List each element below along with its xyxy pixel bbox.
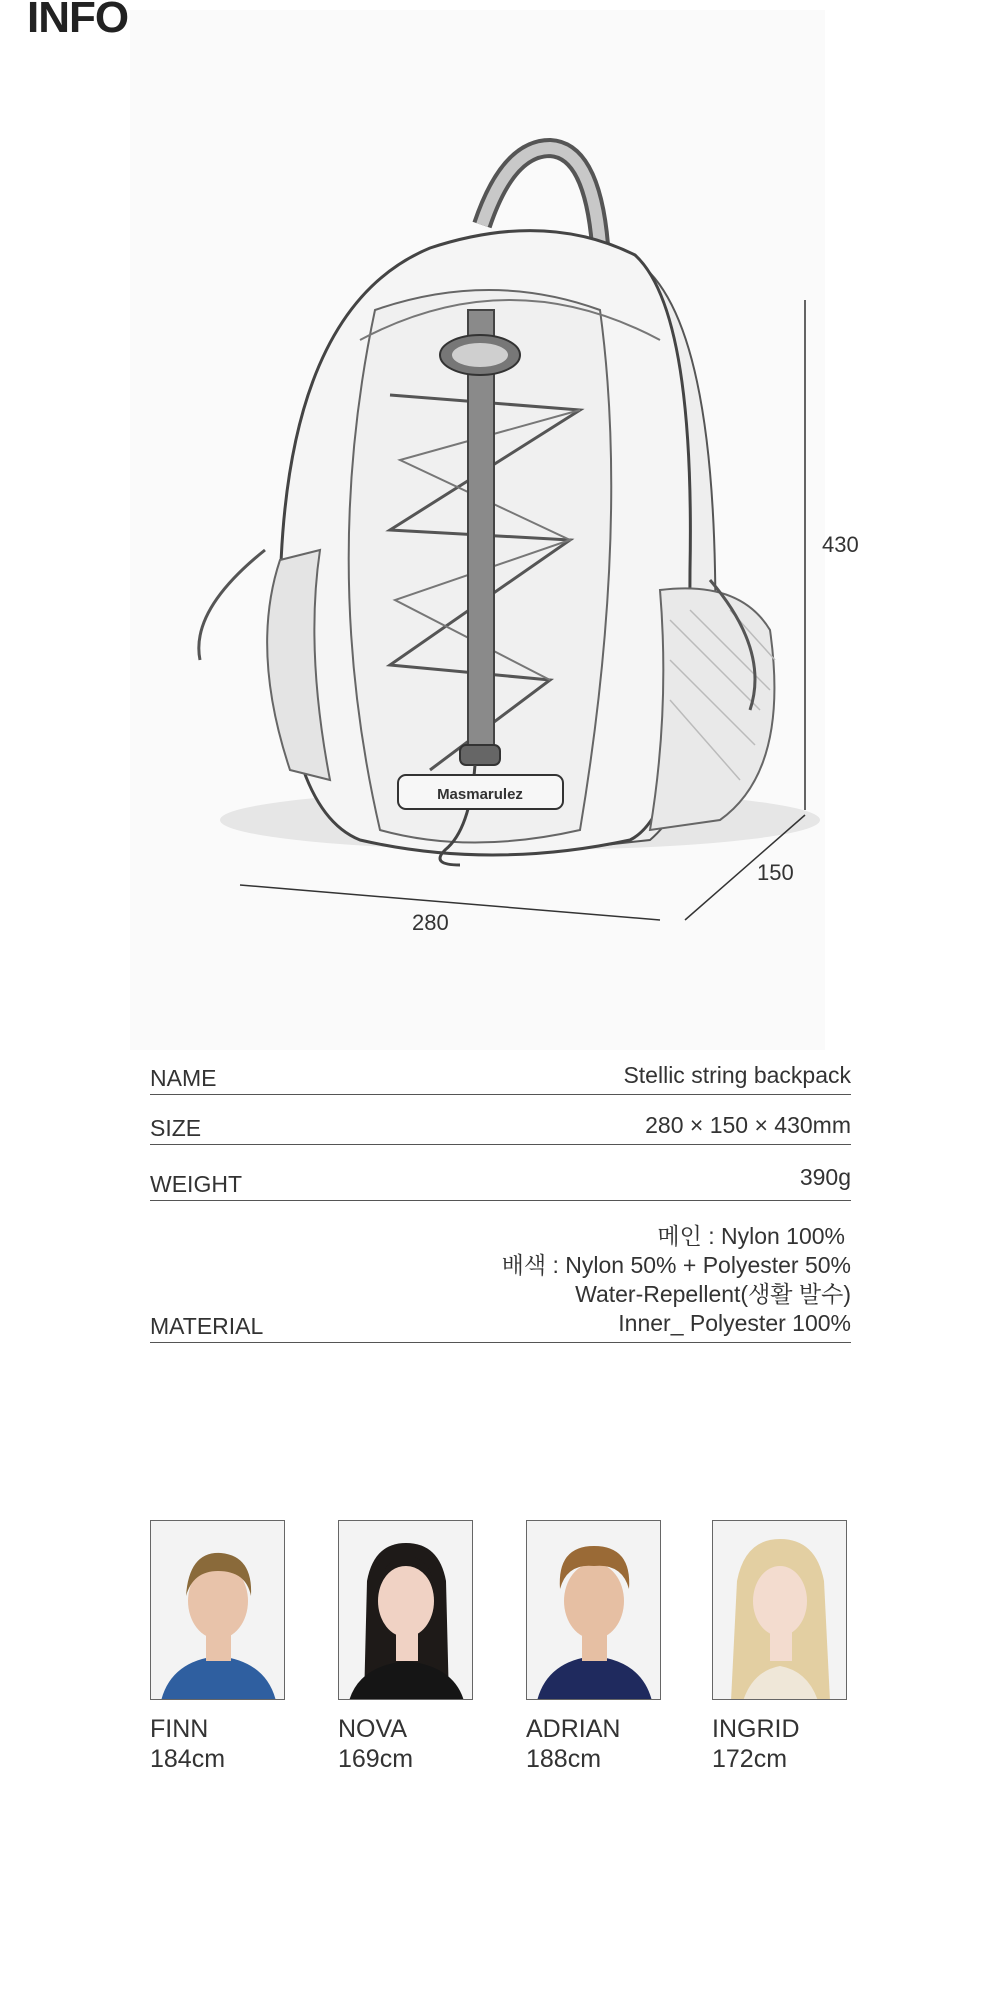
model-name: NOVA: [338, 1715, 407, 1743]
backpack-illustration: [130, 10, 825, 1050]
spec-value: [502, 1222, 851, 1338]
spec-value-line: Stellic string backpack: [623, 1062, 851, 1088]
backpack-drawing: [130, 10, 825, 1050]
spec-label: SIZE: [150, 1115, 202, 1141]
model-name: INGRID: [712, 1715, 800, 1743]
model-height: 169cm: [338, 1745, 414, 1773]
logo-text: Masmarulez: [437, 786, 523, 803]
dimension-width-label: 280: [412, 910, 449, 935]
model-name: ADRIAN: [526, 1715, 621, 1743]
model-photo: [150, 1520, 285, 1700]
model-height: 184cm: [150, 1745, 226, 1773]
spec-label: MATERIAL: [150, 1313, 264, 1339]
spec-row-material: [150, 1218, 851, 1343]
model-height: 188cm: [526, 1745, 602, 1773]
model-photo: [712, 1520, 847, 1700]
dimension-depth-label: 150: [757, 860, 794, 885]
spec-row-weight: [150, 1158, 851, 1201]
spec-value: [645, 1111, 851, 1140]
spec-value-line: 280 × 150 × 430mm: [645, 1112, 851, 1138]
model-card-finn: [150, 1520, 290, 1774]
page-title: INFO: [27, 0, 129, 42]
spec-label: NAME: [150, 1065, 217, 1091]
model-card-ingrid: [712, 1520, 852, 1774]
spec-value-line: Inner_ Polyester 100%: [618, 1310, 851, 1336]
spec-row-size: [150, 1108, 851, 1145]
spec-label: WEIGHT: [150, 1171, 242, 1197]
spec-row-name: [150, 1058, 851, 1095]
dimension-height-label: 430: [822, 532, 859, 557]
spec-value-line: 배색 : Nylon 50% + Polyester 50%: [501, 1252, 851, 1278]
spec-value-line: Water-Repellent(생활 발수): [575, 1281, 851, 1307]
spec-value-line: 390g: [799, 1164, 851, 1190]
model-photo: [526, 1520, 661, 1700]
spec-value-line: 메인 : Nylon 100%: [657, 1223, 845, 1249]
model-name: FINN: [150, 1715, 209, 1743]
model-photo: [338, 1520, 473, 1700]
model-height: 172cm: [712, 1745, 788, 1773]
model-card-adrian: [526, 1520, 666, 1774]
spec-value: [800, 1163, 851, 1192]
model-card-nova: [338, 1520, 478, 1774]
spec-value: [623, 1061, 851, 1090]
